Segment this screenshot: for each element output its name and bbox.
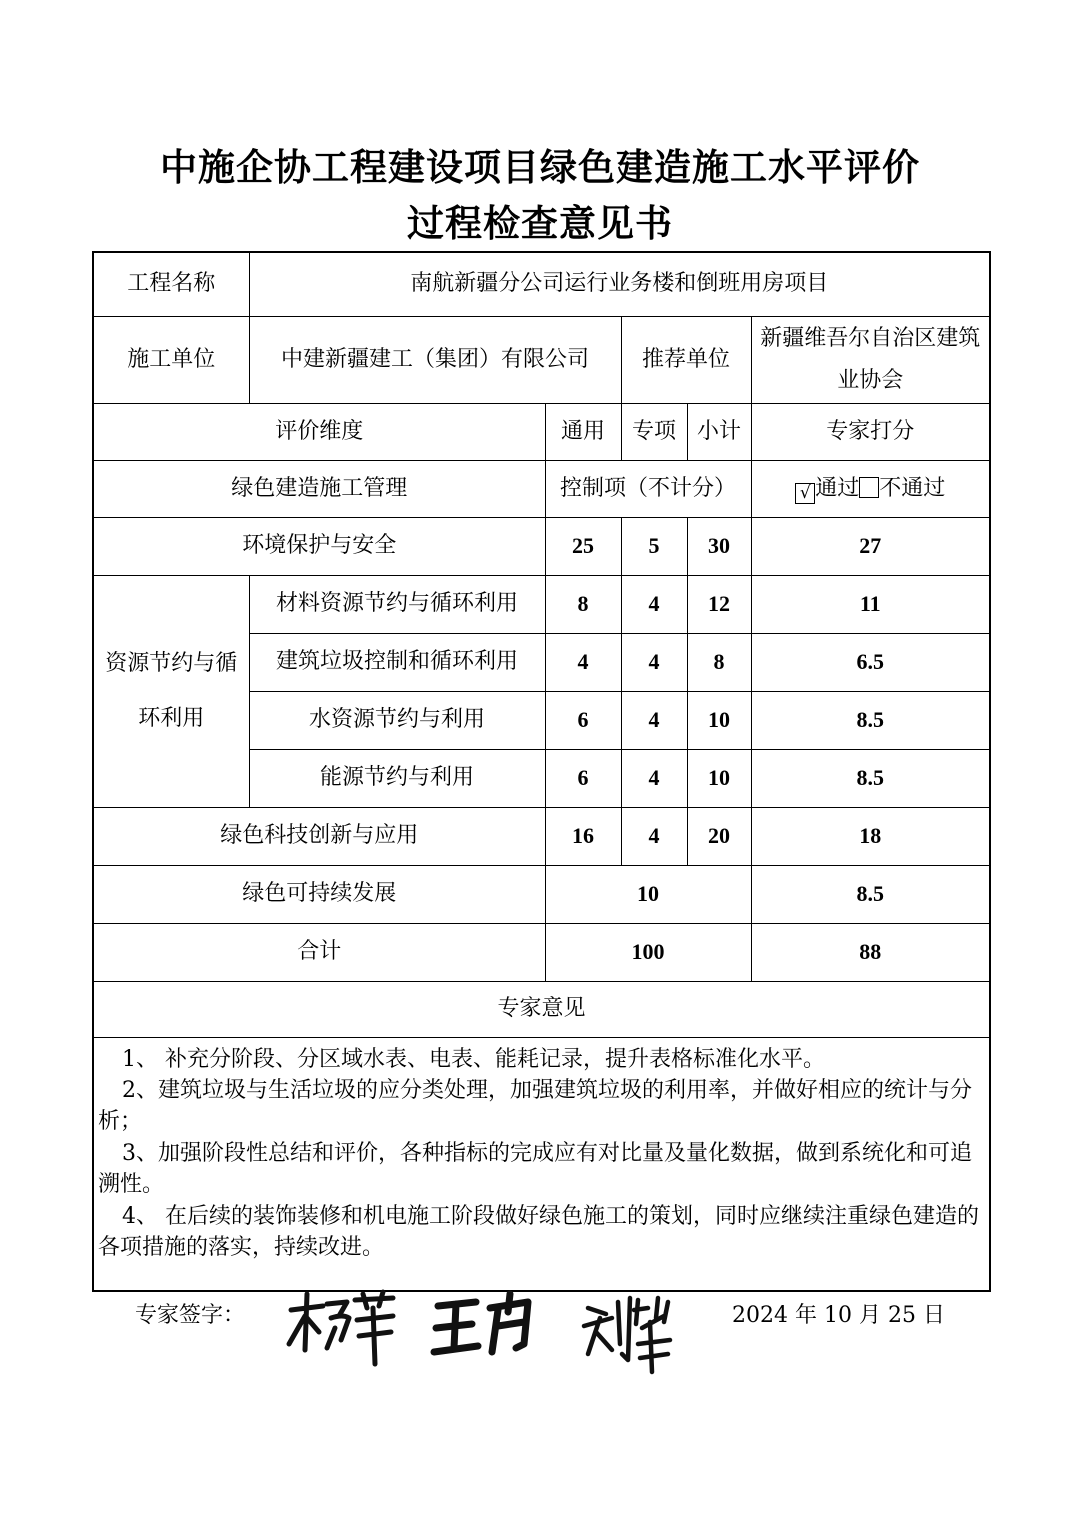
pass-checkbox: √ bbox=[795, 483, 815, 504]
signature-1 bbox=[283, 1288, 401, 1370]
recommender-name-line2: 业协会 bbox=[837, 367, 904, 393]
fail-label: 不通过 bbox=[879, 475, 946, 501]
resource-general: 6 bbox=[545, 749, 621, 807]
contractor-label: 施工单位 bbox=[93, 316, 249, 403]
recommender-name-line1: 新疆维吾尔自治区建筑 bbox=[760, 325, 981, 351]
resource-label: 能源节约与利用 bbox=[249, 749, 545, 807]
header-general: 通用 bbox=[545, 403, 621, 460]
resource-group-line2: 环利用 bbox=[138, 706, 205, 731]
header-special: 专项 bbox=[621, 403, 687, 460]
resource-score: 6.5 bbox=[751, 633, 990, 691]
resource-label: 材料资源节约与循环利用 bbox=[249, 575, 545, 633]
sustain-score: 8.5 bbox=[751, 865, 990, 923]
tech-general: 16 bbox=[545, 807, 621, 865]
resource-label: 水资源节约与利用 bbox=[249, 691, 545, 749]
signature-2 bbox=[428, 1288, 548, 1368]
opinion-item: 2、建筑垃圾与生活垃圾的应分类处理，加强建筑垃圾的利用率，并做好相应的统计与分析； bbox=[98, 1077, 972, 1135]
management-control: 控制项（不计分） bbox=[545, 460, 751, 517]
opinion-row bbox=[93, 1037, 990, 1291]
resource-group-label bbox=[93, 575, 249, 807]
resource-label: 建筑垃圾控制和循环利用 bbox=[249, 633, 545, 691]
sustain-label: 绿色可持续发展 bbox=[93, 865, 545, 923]
resource-subtotal: 8 bbox=[687, 633, 751, 691]
resource-general: 6 bbox=[545, 691, 621, 749]
opinion-item: 3、加强阶段性总结和评价，各种指标的完成应有对比量及量化数据，做到系统化和可追溯性。 bbox=[98, 1140, 972, 1198]
opinion-title: 专家意见 bbox=[93, 981, 990, 1037]
header-expert-score: 专家打分 bbox=[751, 403, 990, 460]
tech-label: 绿色科技创新与应用 bbox=[93, 807, 545, 865]
env-label: 环境保护与安全 bbox=[93, 517, 545, 575]
sum-row bbox=[93, 923, 990, 981]
resource-general: 8 bbox=[545, 575, 621, 633]
env-general: 25 bbox=[545, 517, 621, 575]
management-row bbox=[93, 460, 990, 517]
resource-subtotal: 10 bbox=[687, 749, 751, 807]
resource-row bbox=[93, 575, 990, 633]
resource-special: 4 bbox=[621, 575, 687, 633]
sustain-total: 10 bbox=[545, 865, 751, 923]
resource-subtotal: 12 bbox=[687, 575, 751, 633]
resource-score: 8.5 bbox=[751, 691, 990, 749]
env-row bbox=[93, 517, 990, 575]
opinion-body bbox=[93, 1037, 990, 1291]
project-row bbox=[93, 252, 990, 316]
resource-special: 4 bbox=[621, 691, 687, 749]
header-row bbox=[93, 403, 990, 460]
sum-total: 100 bbox=[545, 923, 751, 981]
resource-group-line1: 资源节约与循 bbox=[105, 651, 238, 676]
sustain-row bbox=[93, 865, 990, 923]
resource-subtotal: 10 bbox=[687, 691, 751, 749]
sum-label: 合计 bbox=[93, 923, 545, 981]
management-result bbox=[751, 460, 990, 517]
project-name: 南航新疆分公司运行业务楼和倒班用房项目 bbox=[249, 252, 990, 316]
document-title: 中施企协工程建设项目绿色建造施工水平评价 bbox=[160, 146, 920, 189]
project-label: 工程名称 bbox=[93, 252, 249, 316]
recommender-label: 推荐单位 bbox=[621, 316, 751, 403]
tech-score: 18 bbox=[751, 807, 990, 865]
env-subtotal: 30 bbox=[687, 517, 751, 575]
signature-3 bbox=[578, 1288, 678, 1378]
env-special: 5 bbox=[621, 517, 687, 575]
header-subtotal: 小计 bbox=[687, 403, 751, 460]
header-dimension: 评价维度 bbox=[93, 403, 545, 460]
date: 2024 年 10 月 25 日 bbox=[732, 1303, 945, 1328]
resource-score: 11 bbox=[751, 575, 990, 633]
contractor-row bbox=[93, 316, 990, 403]
document-subtitle: 过程检查意见书 bbox=[407, 202, 673, 245]
sum-score: 88 bbox=[751, 923, 990, 981]
pass-label: 通过 bbox=[815, 475, 860, 501]
tech-subtotal: 20 bbox=[687, 807, 751, 865]
tech-special: 4 bbox=[621, 807, 687, 865]
opinion-item: 4、 在后续的装饰装修和机电施工阶段做好绿色施工的策划，同时应继续注重绿色建造的各项措施的落实，持续改进。 bbox=[98, 1203, 979, 1261]
env-score: 27 bbox=[751, 517, 990, 575]
evaluation-table bbox=[92, 251, 991, 1292]
tech-row bbox=[93, 807, 990, 865]
opinion-item: 1、 补充分阶段、分区域水表、电表、能耗记录，提升表格标准化水平。 bbox=[122, 1046, 825, 1072]
resource-general: 4 bbox=[545, 633, 621, 691]
resource-special: 4 bbox=[621, 633, 687, 691]
opinion-title-row bbox=[93, 981, 990, 1037]
management-label: 绿色建造施工管理 bbox=[93, 460, 545, 517]
recommender-name bbox=[751, 316, 990, 403]
fail-checkbox bbox=[859, 477, 879, 498]
contractor-name: 中建新疆建工（集团）有限公司 bbox=[249, 316, 621, 403]
signature-label: 专家签字： bbox=[135, 1303, 246, 1328]
resource-special: 4 bbox=[621, 749, 687, 807]
resource-score: 8.5 bbox=[751, 749, 990, 807]
